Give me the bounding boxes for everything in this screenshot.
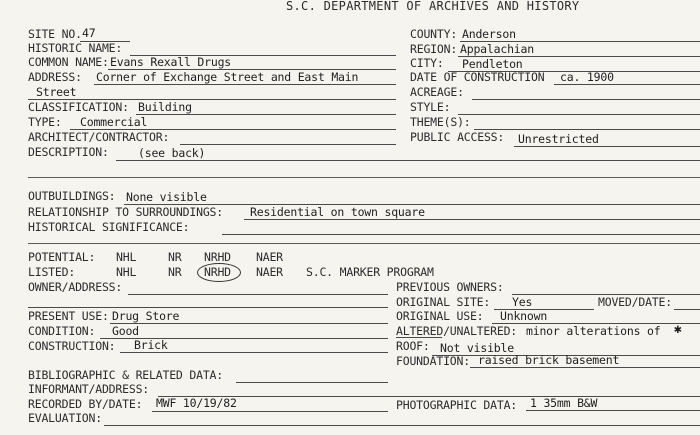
altered-label: ALTERED/UNALTERED: <box>396 324 518 338</box>
potential-nhl: NHL <box>116 250 137 264</box>
site-no-label: SITE NO. <box>28 27 82 41</box>
evaluation-line <box>104 425 700 426</box>
present-use-label: PRESENT USE: <box>28 309 109 323</box>
acreage-label: ACREAGE: <box>410 85 464 99</box>
listed-nrhd: NRHD <box>204 265 231 279</box>
date-of-construction-label: DATE OF CONSTRUCTION <box>410 70 545 84</box>
foundation-label: FOUNDATION: <box>396 354 470 368</box>
photographic-data-line <box>526 410 700 411</box>
public-access-value: Unrestricted <box>518 132 599 146</box>
original-site-value: Yes <box>512 295 533 309</box>
recorded-label: RECORDED BY/DATE: <box>28 397 143 411</box>
original-use-value: Unknown <box>500 309 548 323</box>
architect-label: ARCHITECT/CONTRACTOR: <box>28 130 170 144</box>
potential-label: POTENTIAL: <box>28 250 96 264</box>
acreage-line <box>472 99 700 100</box>
site-no-value: 47 <box>82 26 96 40</box>
form-header: S.C. DEPARTMENT OF ARCHIVES AND HISTORY <box>286 0 580 13</box>
roof-value: Not visible <box>440 341 514 355</box>
recorded-line <box>152 411 388 412</box>
listed-naer: NAER <box>256 265 283 279</box>
moved-date-label: MOVED/DATE: <box>598 295 672 309</box>
potential-naer: NAER <box>256 250 283 264</box>
region-label: REGION: <box>410 42 458 56</box>
style-label: STYLE: <box>410 100 451 114</box>
construction-value: Brick <box>134 338 168 352</box>
common-name-value: Evans Rexall Drugs <box>110 55 232 69</box>
architect-line <box>180 144 396 145</box>
roof-label: ROOF: <box>396 339 430 353</box>
potential-nr: NR <box>168 250 182 264</box>
address-line1-value: Corner of Exchange Street and East Main <box>96 70 359 84</box>
address-line2-value: Street <box>36 85 77 99</box>
date-of-construction-value: ca. 1900 <box>560 70 614 84</box>
listed-nhl: NHL <box>116 265 137 279</box>
condition-label: CONDITION: <box>28 324 96 338</box>
public-access-label: PUBLIC ACCESS: <box>410 130 505 144</box>
themes-line <box>474 129 700 130</box>
original-site-label: ORIGINAL SITE: <box>396 295 491 309</box>
foundation-value: raised brick basement <box>478 353 620 367</box>
region-value: Appalachian <box>460 42 534 56</box>
outbuildings-value: None visible <box>126 190 207 204</box>
original-use-label: ORIGINAL USE: <box>396 309 484 323</box>
potential-nrhd: NRHD <box>204 250 231 264</box>
moved-date-line <box>674 309 700 310</box>
construction-label: CONSTRUCTION: <box>28 339 116 353</box>
historical-significance-label: HISTORICAL SIGNIFICANCE: <box>28 220 190 234</box>
photographic-data-label: PHOTOGRAPHIC DATA: <box>396 398 518 412</box>
classification-label: CLASSIFICATION: <box>28 100 129 114</box>
blank-line <box>28 177 700 178</box>
common-name-label: COMMON NAME: <box>28 55 109 69</box>
nrhd-circle-mark <box>197 263 241 282</box>
relationship-label: RELATIONSHIP TO SURROUNDINGS: <box>28 205 223 219</box>
present-use-line <box>110 323 388 324</box>
county-label: COUNTY: <box>410 27 458 41</box>
description-label: DESCRIPTION: <box>28 145 109 159</box>
historical-significance-line <box>222 234 700 235</box>
city-label: CITY: <box>410 56 444 70</box>
evaluation-label: EVALUATION: <box>28 411 102 425</box>
style-line <box>458 114 700 115</box>
photographic-data-value: 1 35mm B&W <box>530 396 598 410</box>
public-access-line <box>514 146 700 147</box>
type-label: TYPE: <box>28 115 62 129</box>
bibliographic-line <box>236 382 388 383</box>
address-line <box>94 84 396 85</box>
date-of-construction-line <box>554 84 700 85</box>
informant-line <box>158 396 700 397</box>
previous-owners-label: PREVIOUS OWNERS: <box>396 280 504 294</box>
classification-value: Building <box>138 100 192 114</box>
owner-address-line2 <box>28 307 388 308</box>
altered-underline <box>396 337 442 338</box>
altered-value: minor alterations of <box>526 324 661 338</box>
outbuildings-label: OUTBUILDINGS: <box>28 189 116 203</box>
foundation-line <box>470 367 700 368</box>
bibliographic-label: BIBLIOGRAPHIC & RELATED DATA: <box>28 368 223 382</box>
owner-address-label: OWNER/ADDRESS: <box>28 280 123 294</box>
marker-program-label: S.C. MARKER PROGRAM <box>306 265 434 279</box>
construction-line <box>120 352 388 353</box>
relationship-line <box>244 219 700 220</box>
historic-name-label: HISTORIC NAME: <box>28 41 123 55</box>
type-value: Commercial <box>80 115 148 129</box>
informant-label: INFORMANT/ADDRESS: <box>28 382 150 396</box>
description-line <box>116 160 700 161</box>
address-label: ADDRESS: <box>28 70 82 84</box>
relationship-value: Residential on town square <box>250 205 425 219</box>
condition-value: Good <box>112 324 139 338</box>
listed-nr: NR <box>168 265 182 279</box>
county-value: Anderson <box>462 27 516 41</box>
recorded-value: MWF 10/19/82 <box>156 396 237 410</box>
themes-label: THEME(S): <box>410 115 471 129</box>
city-value: Pendleton <box>462 57 523 71</box>
description-value: (see back) <box>138 146 206 160</box>
present-use-value: Drug Store <box>112 309 180 323</box>
blank-line <box>28 243 700 244</box>
asterisk-mark-icon: ✱ <box>674 322 682 337</box>
listed-label: LISTED: <box>28 265 76 279</box>
classification-line <box>136 114 396 115</box>
owner-address-line <box>128 294 388 295</box>
